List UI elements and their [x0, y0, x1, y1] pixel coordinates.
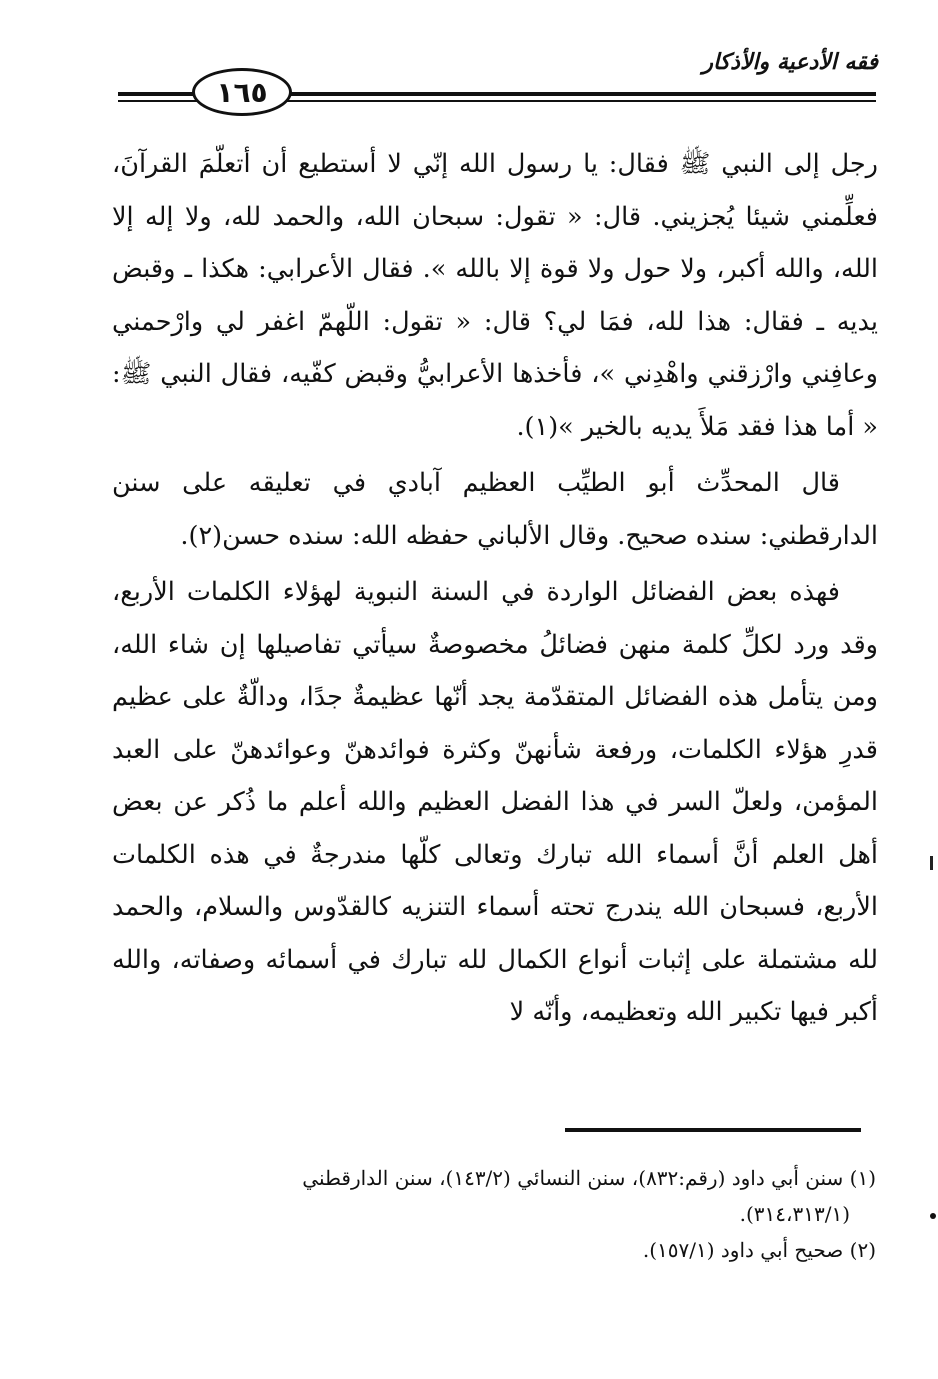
scan-mark [930, 1213, 936, 1219]
footnote-separator [565, 1128, 861, 1132]
page-number: ١٦٥ [192, 68, 292, 116]
paragraph-1: رجل إلى النبي ﷺ فقال: يا رسول الله إنّي لا أستطيع أن أتعلّمَ القرآنَ، فعلِّمني شيئا يُجزيني. قال: « تقول: سبحان الله، والحمد لله، ولا إله إلا الله، والله أكبر، ولا حول ولا قوة إلا بالله ». فقال الأعرابي: هكذا ـ وقبض يديه ـ فقال: هذا لله، فمَا لي؟ قال: « تقول: اللّهمّ اغفر لي وارْحمني وعافِني وارْزقني واهْدِني »، فأخذها الأعرابيُّ وقبض كفّيه، فقال النبي ﷺ: « أما هذا فقد مَلأَ يديه بالخير »(١). [112, 149, 878, 442]
footnote-2: (٢) صحيح أبي داود (١٥٧/١). [642, 1238, 876, 1262]
page-title: فقه الأدعية والأذكار [702, 50, 878, 75]
footnote-1: (١) سنن أبي داود (رقم:٨٣٢)، سنن النسائي (١٤٣/٢)، سنن الدارقطني [302, 1166, 876, 1190]
paragraph-3: فهذه بعض الفضائل الواردة في السنة النبوية لهؤلاء الكلمات الأربع، وقد ورد لكلِّ كلمة منهن فضائلُ مخصوصةٌ سيأتي تفاصيلها إن شاء الله، ومن يتأمل هذه الفضائل المتقدّمة يجد أنّها عظيمةٌ جدًا، ودالّةٌ على عظيم قدرِ هؤلاء الكلمات، ورفعة شأنهنّ وكثرة فوائدهنّ وعوائدهنّ على العبد المؤمن، ولعلّ السر في هذا الفضل العظيم والله أعلم ما ذُكر عن بعض أهل العلم أنَّ أسماء الله تبارك وتعالى كلّها مندرجةٌ في هذه الكلمات الأربع، فسبحان الله يندرج تحته أسماء التنزيه كالقدّوس والسلام، والحمد لله مشتملة على إثبات أنواع الكمال لله تبارك في أسمائه وصفاته، والله أكبر فيها تكبير الله وتعظيمه، وأنّه لا [112, 577, 878, 1027]
main-text [112, 138, 878, 1039]
scan-mark-2 [930, 856, 933, 870]
footnotes [100, 1160, 876, 1268]
footnote-1-continuation: (٣١٤،٣١٣/١). [739, 1202, 850, 1226]
paragraph-2: قال المحدِّث أبو الطيِّب العظيم آبادي في تعليقه على سنن الدارقطني: سنده صحيح. وقال الألباني حفظه الله: سنده حسن(٢). [112, 468, 878, 551]
